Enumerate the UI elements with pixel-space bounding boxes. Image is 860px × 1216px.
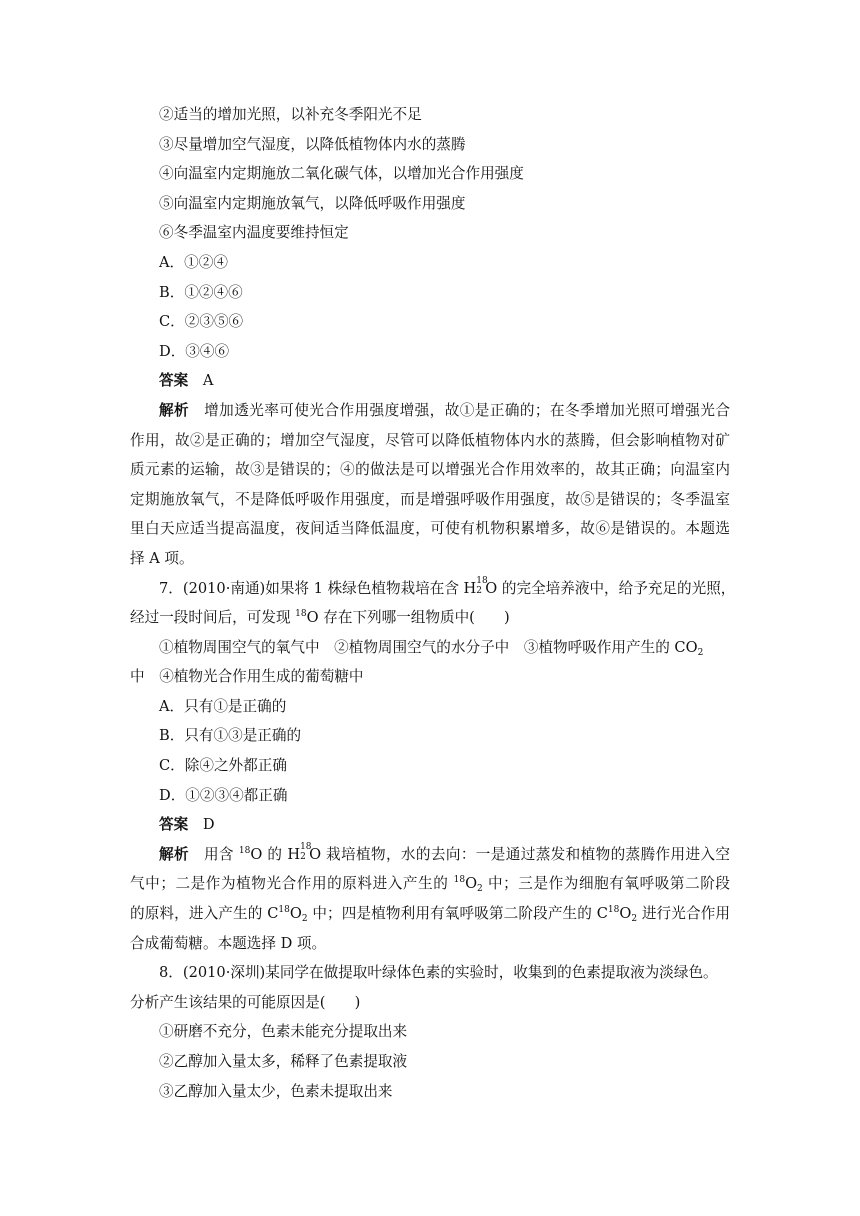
q6-analysis-line-2: 作用，故②是正确的；增加空气湿度，尽管可以降低植物体内水的蒸腾，但会影响植物对矿 bbox=[130, 431, 730, 449]
q7-choice-b: B．只有①③是正确的 bbox=[159, 727, 302, 745]
q7-answer bbox=[130, 810, 730, 840]
q8-item-3: ③乙醇加入量太少，色素未提取出来 bbox=[159, 1082, 393, 1100]
q6-choice-b: B．①②④⑥ bbox=[159, 283, 243, 301]
q6-analysis-line-3: 质元素的运输，故③是错误的；④的做法是可以增强光合作用效率的，故其正确；向温室内 bbox=[130, 461, 730, 479]
q6-choice-a: A．①②④ bbox=[159, 253, 228, 271]
q6-option-2: ②适当的增加光照，以补充冬季阳光不足 bbox=[159, 106, 422, 123]
q6-option-4: ④向温室内定期施放二氧化碳气体，以增加光合作用强度 bbox=[159, 165, 524, 183]
q7-stem-line-2: 经过一段时间后，可发现 $^{18}$O 存在下列哪一组物质中( ) bbox=[130, 609, 510, 627]
q6-analysis-line-4: 定期施放氧气，不是降低呼吸作用强度，而是增强呼吸作用强度，故⑤是错误的；冬季温室 bbox=[130, 490, 730, 508]
q8-stem-line-1: 8．(2010·深圳)某同学在做提取叶绿体色素的实验时，收集到的色素提取液为淡绿色。 bbox=[159, 964, 718, 982]
q6-option-6: ⑥冬季温室内温度要维持恒定 bbox=[159, 224, 349, 242]
q6-option-5: ⑤向温室内定期施放氧气，以降低呼吸作用强度 bbox=[159, 194, 466, 212]
q6-analysis-line-5: 里白天应适当提高温度，夜间适当降低温度，可使有机物积累增多，故⑥是错误的。本题选 bbox=[130, 520, 730, 538]
q8-item-1: ①研磨不充分，色素未能充分提取出来 bbox=[159, 1023, 408, 1041]
q7-analysis-line-3: 的原料，进入产生的 $C^{18}O_2$ 中；四是植物利用有氧呼吸第二阶段产生的 $C^{18}O_2$ 进行光合作用 bbox=[130, 905, 731, 925]
answer-label: 答案 bbox=[159, 372, 189, 390]
analysis-label: 解析 bbox=[159, 401, 190, 419]
q6-analysis-line-6: 择 A 项。 bbox=[130, 549, 194, 567]
q6-choice-c: C．②③⑤⑥ bbox=[159, 313, 244, 331]
document-page bbox=[130, 100, 736, 1106]
answer-value: A bbox=[202, 372, 214, 390]
q8-item-2: ②乙醇加入量太多，稀释了色素提取液 bbox=[159, 1053, 408, 1070]
q7-choice-c: C．除④之外都正确 bbox=[159, 757, 287, 775]
q7-analysis-line-4: 合成葡萄糖。本题选择 D 项。 bbox=[130, 934, 327, 952]
answer-label: 答案 bbox=[159, 816, 189, 834]
q7-items-line-2: 中 ④植物光合作用生成的葡萄糖中 bbox=[130, 668, 364, 686]
q8-stem-line-2: 分析产生该结果的可能原因是( ) bbox=[130, 993, 361, 1011]
q7-analysis-line-2: 气中；二是作为植物光合作用的原料进入产生的 $^{18}O_2$ 中；三是作为细胞有氧呼吸第二阶段 bbox=[130, 875, 730, 895]
q7-stem-line-1: 7．(2010·南通)如果将 1 株绿色植物栽培在含 H 18 2 O 的完全培养液中，给予充足的光照， bbox=[159, 575, 736, 597]
q6-choice-d: D．③④⑥ bbox=[159, 342, 230, 360]
answer-value: D bbox=[202, 816, 215, 834]
q7-choice-d: D．①②③④都正确 bbox=[159, 786, 288, 804]
q7-choice-a: A．只有①是正确的 bbox=[159, 697, 287, 715]
q7-analysis-line-1: 解析 用含 $^{18}$O 的 H 18 2 O 栽培植物，水的去向：一是通过蒸发和植物的蒸腾作用进入空 bbox=[159, 841, 730, 863]
q7-items-line-1: ①植物周围空气的氧气中 ②植物周围空气的水分子中 ③植物呼吸作用产生的 $CO_2$ bbox=[159, 638, 704, 658]
analysis-label: 解析 bbox=[159, 845, 189, 863]
q6-analysis-line-1: 解析 增加透光率可使光合作用强度增强，故①是正确的；在冬季增加光照可增强光合 bbox=[159, 401, 730, 419]
q6-answer bbox=[130, 366, 730, 396]
q6-option-3: ③尽量增加空气湿度，以降低植物体内水的蒸腾 bbox=[159, 135, 466, 153]
